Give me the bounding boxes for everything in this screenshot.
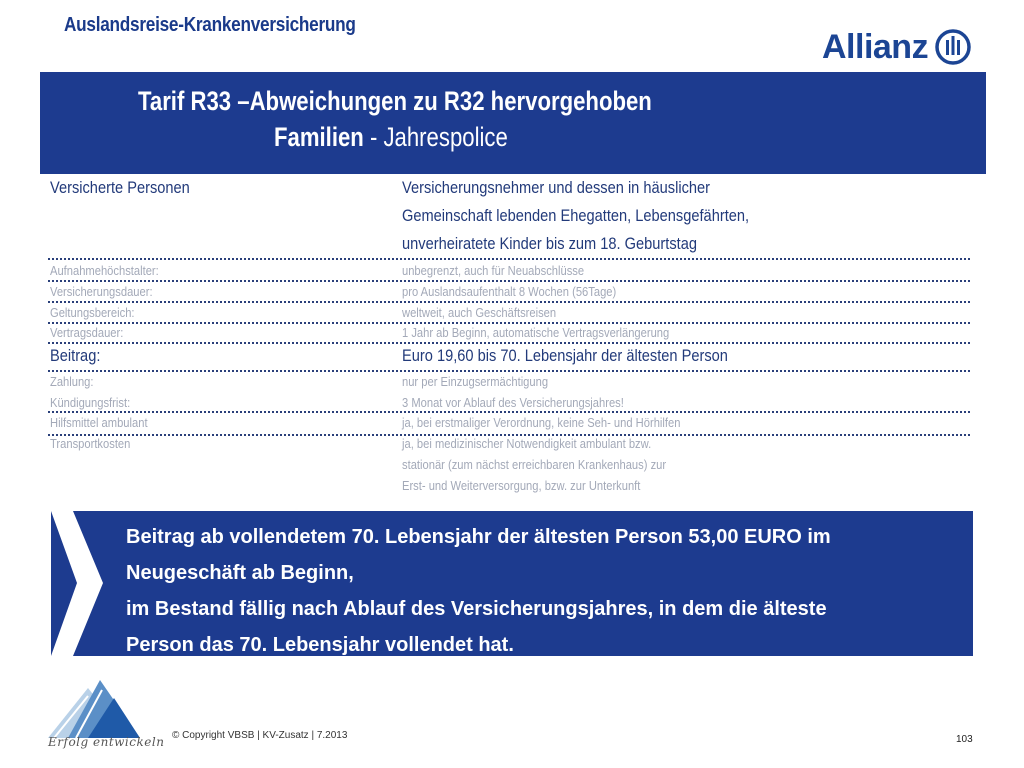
vbsb-mountain-logo bbox=[44, 676, 144, 740]
banner-line: Beitrag ab vollendetem 70. Lebensjahr der ältesten Person 53,00 EURO im bbox=[126, 526, 831, 548]
chevron-right-icon bbox=[51, 511, 111, 656]
dotted-divider bbox=[48, 322, 970, 324]
allianz-logo bbox=[822, 22, 982, 72]
row-value: Gemeinschaft lebenden Ehegatten, Lebensgefährten, bbox=[402, 206, 750, 225]
row-label: Transportkosten bbox=[50, 436, 131, 451]
row-value: unverheiratete Kinder bis zum 18. Geburtstag bbox=[402, 234, 698, 253]
allianz-logo-text: Allianz bbox=[822, 27, 929, 66]
banner-line: Person das 70. Lebensjahr vollendet hat. bbox=[126, 634, 514, 656]
dotted-divider bbox=[48, 411, 970, 413]
row-value: ja, bei medizinischer Notwendigkeit ambulant bzw. bbox=[402, 436, 652, 451]
header-title: Tarif R33 –Abweichungen zu R32 hervorgehoben bbox=[138, 86, 652, 116]
row-value: 3 Monat vor Ablauf des Versicherungsjahres! bbox=[402, 395, 624, 410]
page-number: 103 bbox=[956, 734, 973, 745]
row-label: Beitrag: bbox=[50, 346, 101, 365]
footer-tagline: Erfolg entwickeln bbox=[48, 735, 165, 749]
header-subtitle-rest: - Jahrespolice bbox=[363, 122, 508, 152]
row-value: pro Auslandsaufenthalt 8 Wochen (56Tage) bbox=[402, 284, 617, 299]
dotted-divider bbox=[48, 280, 970, 282]
dotted-divider bbox=[48, 301, 970, 303]
dotted-divider bbox=[48, 342, 970, 344]
banner-line: Neugeschäft ab Beginn, bbox=[126, 562, 354, 584]
header-band bbox=[40, 72, 986, 174]
row-label: Zahlung: bbox=[50, 374, 94, 389]
row-value: 1 Jahr ab Beginn, automatische Vertragsverlängerung bbox=[402, 325, 670, 340]
highlight-banner bbox=[51, 511, 973, 656]
dotted-divider bbox=[48, 258, 970, 260]
row-label: Geltungsbereich: bbox=[50, 305, 135, 320]
row-label: Aufnahmehöchstalter: bbox=[50, 263, 159, 278]
row-value: Erst- und Weiterversorgung, bzw. zur Unterkunft bbox=[402, 478, 641, 493]
document-title: Auslandsreise-Krankenversicherung bbox=[64, 14, 356, 36]
row-value: stationär (zum nächst erreichbaren Krankenhaus) zur bbox=[402, 457, 667, 472]
row-label: Hilfsmittel ambulant bbox=[50, 415, 148, 430]
row-label: Versicherte Personen bbox=[50, 178, 190, 197]
header-subtitle-bold: Familien bbox=[274, 122, 364, 152]
row-value: Versicherungsnehmer und dessen in häuslicher bbox=[402, 178, 711, 197]
row-value: ja, bei erstmaliger Verordnung, keine Seh- und Hörhilfen bbox=[402, 415, 681, 430]
dotted-divider bbox=[48, 370, 970, 372]
row-value: weltweit, auch Geschäftsreisen bbox=[402, 305, 557, 320]
row-label: Kündigungsfrist: bbox=[50, 395, 131, 410]
header-subtitle bbox=[274, 122, 508, 153]
allianz-eagle-icon bbox=[934, 28, 972, 66]
banner-line: im Bestand fällig nach Ablauf des Versicherungsjahres, in dem die älteste bbox=[126, 598, 827, 620]
row-value: unbegrenzt, auch für Neuabschlüsse bbox=[402, 263, 585, 278]
banner-text bbox=[126, 519, 963, 663]
footer-copyright: © Copyright VBSB | KV-Zusatz | 7.2013 bbox=[172, 730, 348, 741]
row-value: Euro 19,60 bis 70. Lebensjahr der ältesten Person bbox=[402, 346, 728, 365]
row-label: Vertragsdauer: bbox=[50, 325, 124, 340]
row-label: Versicherungsdauer: bbox=[50, 284, 153, 299]
row-value: nur per Einzugsermächtigung bbox=[402, 374, 549, 389]
